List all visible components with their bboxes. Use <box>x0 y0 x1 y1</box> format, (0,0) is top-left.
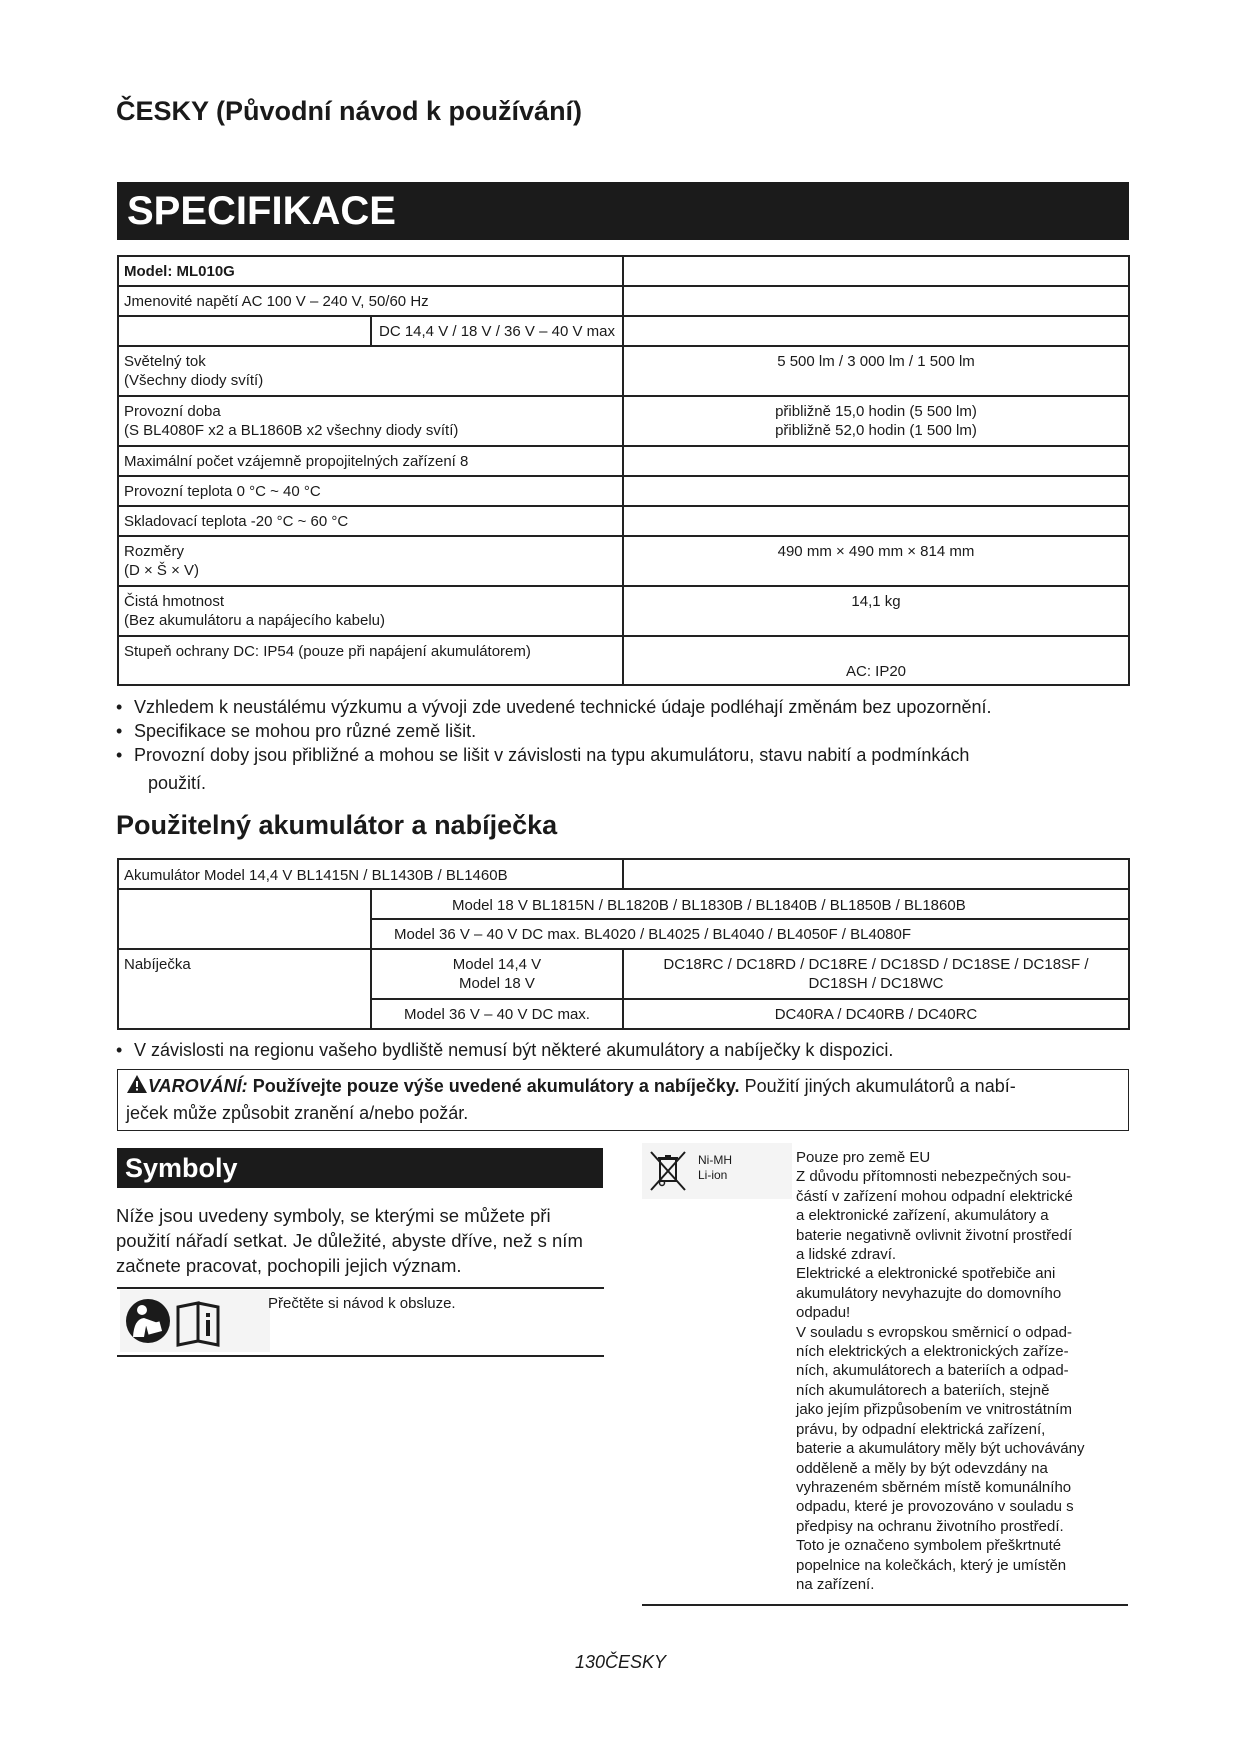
battery-row-36v: Model 36 V – 40 V DC max. BL4020 / BL4025 / BL4040 / BL4050F / BL4080F <box>394 926 912 943</box>
spec-model: Model: ML010G <box>124 263 235 280</box>
spec-protection-ac: AC: IP20 <box>845 663 907 680</box>
note-item: • Vzhledem k neustálému výzkumu a vývoji zde uvedené technické údaje podléhají změnám bez upozornění. <box>116 696 1126 718</box>
warning-text-cont: ječek může způsobit zranění a/nebo požár. <box>126 1103 469 1123</box>
eu-disposal-line: Z důvodu přítomnosti nebezpečných sou- <box>796 1168 1072 1186</box>
spec-lumen-label: Světelný tok <box>124 353 206 370</box>
spec-protection-label: Stupeň ochrany DC: IP54 (pouze při napájení akumulátorem) <box>124 643 531 660</box>
note-item: • V závislosti na regionu vašeho bydliště nemusí být některé akumulátory a nabíječky k dispozici. <box>116 1039 1126 1061</box>
read-manual-icon <box>124 1293 230 1354</box>
eu-disposal-line: Toto je označeno symbolem přeškrtnuté <box>796 1537 1062 1555</box>
warning-box <box>117 1069 1129 1131</box>
spec-weight-label: Čistá hmotnost <box>124 593 225 610</box>
eu-disposal-line: ních, akumulátorech a bateriích a odpad- <box>796 1362 1069 1380</box>
spec-rated-voltage-dc: DC 14,4 V / 18 V / 36 V – 40 V max <box>379 323 615 340</box>
spec-runtime-value-1: přibližně 15,0 hodin (5 500 lm) <box>775 403 977 420</box>
note-continuation: použití. <box>148 773 207 793</box>
eu-disposal-line: baterie negativně ovlivnit životní prostředí <box>796 1226 1072 1244</box>
eu-disposal-text <box>796 1148 1126 1594</box>
spec-weight-sublabel: (Bez akumulátoru a napájecího kabelu) <box>124 612 385 629</box>
spec-storage-temp: Skladovací teplota -20 °C ~ 60 °C <box>124 513 349 530</box>
spec-dimensions-sublabel: (D × Š × V) <box>124 562 200 579</box>
battery-row-14v: Akumulátor Model 14,4 V BL1415N / BL1430B / BL1460B <box>124 867 508 884</box>
eu-disposal-line: popelnice na kolečkách, který je umístěn <box>796 1556 1067 1574</box>
spec-notes <box>116 696 1126 766</box>
specifications-banner: SPECIFIKACE <box>117 182 1129 240</box>
charger-model-14v: Model 14,4 V <box>452 956 542 973</box>
eu-disposal-line: částí v zařízení mohou odpadní elektrické <box>796 1187 1073 1205</box>
eu-disposal-line: odpadu! <box>796 1304 851 1322</box>
eu-disposal-line: baterie a akumulátory měly být uchovávány <box>796 1440 1085 1458</box>
spec-operating-temp: Provozní teplota 0 °C ~ 40 °C <box>124 483 321 500</box>
battery-row-18v: Model 18 V BL1815N / BL1820B / BL1830B / BL1840B / BL1850B / BL1860B <box>452 897 966 914</box>
spec-dimensions-value: 490 mm × 490 mm × 814 mm <box>777 543 975 560</box>
eu-disposal-line: a elektronické zařízení, akumulátory a <box>796 1207 1049 1225</box>
eu-disposal-line: odpadu, které je provozováno v souladu s <box>796 1498 1074 1516</box>
charger-model-36v: Model 36 V – 40 V DC max. <box>404 1006 590 1023</box>
eu-disposal-line: Pouze pro země EU <box>796 1149 931 1166</box>
note-item: • Specifikace se mohou pro různé země lišit. <box>116 720 1126 742</box>
spec-runtime-label: Provozní doba <box>124 403 221 420</box>
spec-dimensions-label: Rozměry <box>124 543 185 560</box>
warning-label: VAROVÁNÍ: <box>148 1076 248 1096</box>
battery-section-title: Použitelný akumulátor a nabíječka <box>116 810 558 840</box>
warning-triangle-icon <box>126 1074 148 1101</box>
read-manual-text: Přečtěte si návod k obsluze. <box>268 1295 456 1312</box>
spec-lumen-sublabel: (Všechny diody svítí) <box>124 372 264 389</box>
eu-disposal-line: ních akumulátorech a bateriích, stejně <box>796 1381 1050 1399</box>
spec-runtime-value-2: přibližně 52,0 hodin (1 500 lm) <box>775 422 977 439</box>
spec-rated-voltage-ac: Jmenovité napětí AC 100 V – 240 V, 50/60 Hz <box>124 293 429 310</box>
eu-disposal-line: V souladu s evropskou směrnicí o odpad- <box>796 1323 1072 1341</box>
spec-weight-value: 14,1 kg <box>851 593 901 610</box>
page-language-title: ČESKY (Původní návod k používání) <box>116 96 583 126</box>
warning-text: Použití jiných akumulátorů a nabí- <box>744 1076 1016 1096</box>
note-item: • Provozní doby jsou přibližné a mohou se lišit v závislosti na typu akumulátoru, stavu nabití a podmínkách <box>116 744 1126 766</box>
charger-list-18v: DC18RC / DC18RD / DC18RE / DC18SD / DC18SE / DC18SF / <box>663 956 1089 973</box>
eu-disposal-line: na zařízení. <box>796 1575 875 1593</box>
eu-disposal-line: právu, by odpadní elektrická zařízení, <box>796 1420 1046 1438</box>
eu-disposal-line: a lidské zdraví. <box>796 1246 897 1264</box>
crossed-bin-icon <box>648 1149 688 1198</box>
eu-disposal-line: vyhrazeném sběrném místě komunálního <box>796 1478 1072 1496</box>
spec-max-devices: Maximální počet vzájemně propojitelných zařízení 8 <box>124 453 469 470</box>
battery-note <box>116 1039 1126 1061</box>
bin-label-nimh: Ni-MH <box>698 1153 732 1167</box>
eu-disposal-line: akumulátory nevyhazujte do domovního <box>796 1284 1062 1302</box>
symbols-intro: Níže jsou uvedeny symboly, se kterými se můžete při použití nářadí setkat. Je důležité, abyste dříve, než s ním začnete pracovat, pochopili jejich význam. <box>116 1205 583 1276</box>
warning-bold-text: Používejte pouze výše uvedené akumulátory a nabíječky. <box>252 1076 740 1096</box>
eu-disposal-line: Elektrické a elektronické spotřebiče ani <box>796 1265 1056 1283</box>
eu-disposal-line: jako jejím přizpůsobením ve vnitrostátním <box>796 1401 1072 1419</box>
spec-runtime-sublabel: (S BL4080F x2 a BL1860B x2 všechny diody svítí) <box>124 422 459 439</box>
eu-disposal-line: předpisy na ochranu životního prostředí. <box>796 1517 1064 1535</box>
charger-list-18v-cont: DC18SH / DC18WC <box>808 975 944 992</box>
bin-label-liion: Li-ion <box>698 1168 728 1182</box>
page-number: 130ČESKY <box>574 1652 667 1672</box>
charger-list-40v: DC40RA / DC40RB / DC40RC <box>774 1006 978 1023</box>
spec-lumen-value: 5 500 lm / 3 000 lm / 1 500 lm <box>777 353 975 370</box>
symbols-banner: Symboly <box>117 1148 603 1188</box>
eu-disposal-line: ních elektrických a elektronických zaříze- <box>796 1343 1069 1361</box>
eu-disposal-line: odděleně a měly by být odevzdány na <box>796 1459 1048 1477</box>
charger-model-18v: Model 18 V <box>459 975 535 992</box>
charger-label: Nabíječka <box>124 956 191 973</box>
